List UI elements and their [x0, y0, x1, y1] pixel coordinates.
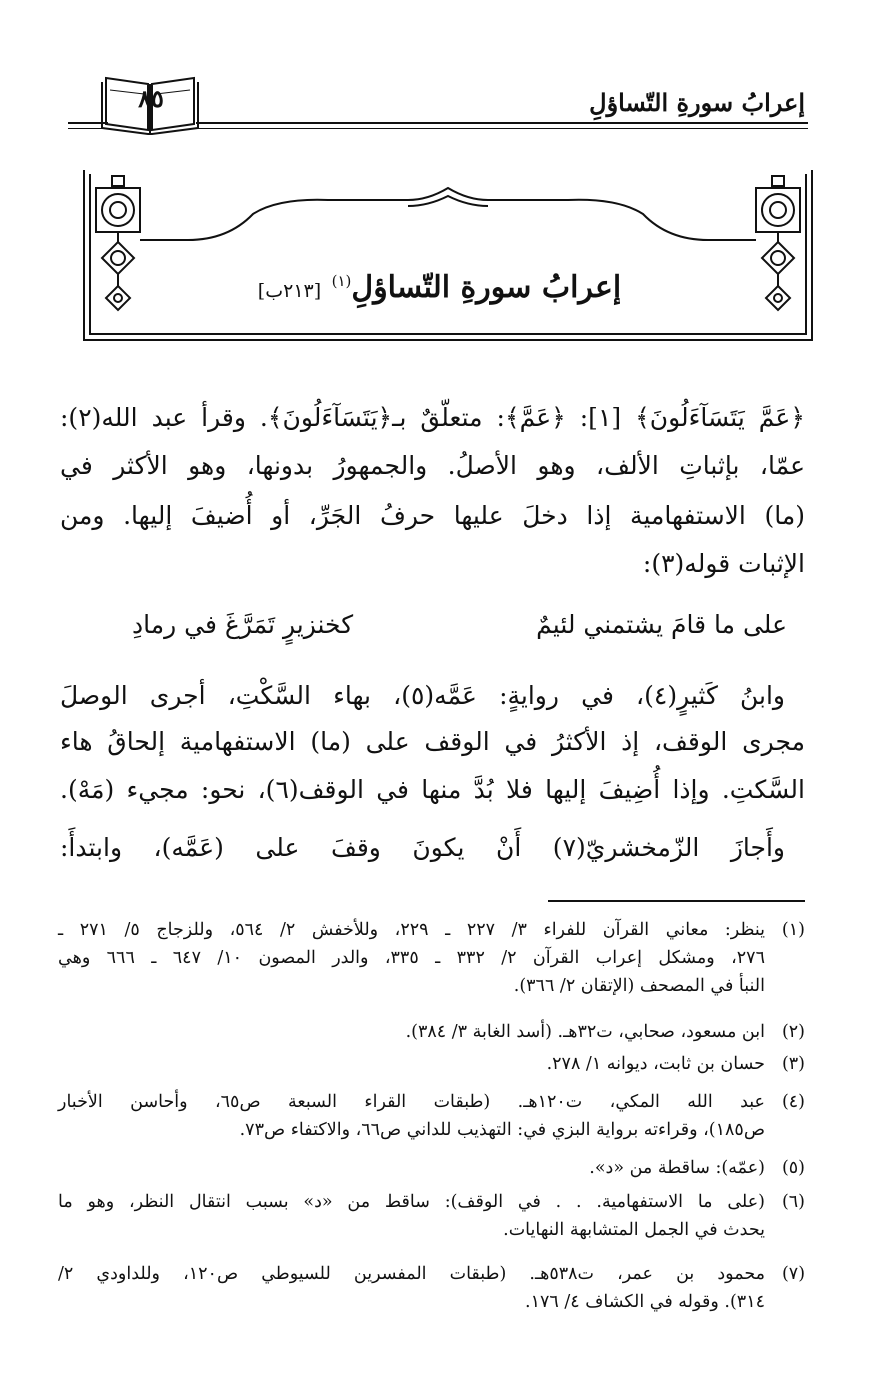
- footnote-text: محمود بن عمر، ت٥٣٨هـ. (طبقات المفسرين للسيوطي ص١٢٠، وللداودي ٢/: [58, 1264, 766, 1284]
- footnote-text: (عمّه): ساقطة من «د».: [589, 1158, 765, 1178]
- chapter-banner-ornament: [78, 170, 818, 350]
- footnote-text: ينظر: معاني القرآن للفراء ٣/ ٢٢٧ ـ ٢٢٩، وللأخفش ٢/ ٥٦٤، وللزجاج ٥/ ٢٧١ ـ: [58, 920, 765, 940]
- footnote-line: [58, 916, 805, 944]
- running-header-title: إعرابُ سورةِ التّساؤلِ: [589, 88, 805, 117]
- footnote-line: [58, 1188, 805, 1216]
- body-line: وابنُ كَثيرٍ(٤)، في روايةٍ: عَمَّه(٥)، بهاء السَّكْتِ، أجرى الوصلَ: [60, 681, 786, 710]
- body-line: (ما) الاستفهامية إذا دخلَ عليها حرفُ الجَرِّ، أو أُضيفَ إليها. ومن: [60, 501, 805, 530]
- header-rule-right-2: [196, 128, 808, 129]
- header-rule-left-2: [68, 128, 108, 129]
- body-line: مجرى الوقف، إذ الأكثرُ في الوقف على (ما) الاستفهامية إلحاقُ هاء: [60, 727, 805, 756]
- footnote-line: ٣١٤). وقوله في الكشاف ٤/ ١٧٦.: [525, 1292, 765, 1312]
- footnote-separator: [548, 900, 805, 902]
- footnote-text: عبد الله المكي، ت١٢٠هـ. (طبقات القراء السبعة ص٦٥، وأحاسن الأخبار: [58, 1092, 765, 1112]
- chapter-title-text: إعرابُ سورةِ التّساؤلِ: [351, 270, 622, 305]
- footnote-line: [58, 1260, 805, 1288]
- body-line: السَّكتِ. وإذا أُضِيفَ إليها فلا بُدَّ منها في الوقف(٦)، نحو: مجيء (مَهْ).: [60, 775, 805, 804]
- footnote-line: ٢٧٦، ومشكل إعراب القرآن ٢/ ٣٣٢ ـ ٣٣٥، والدر المصون ١٠/ ٦٤٧ ـ ٦٦٦ وهي: [58, 948, 765, 968]
- footnote-line: [58, 1050, 805, 1078]
- body-line: وأَجازَ الزّمخشريّ(٧) أَنْ يكونَ وقفَ على (عَمَّه)، وابتدأَ:: [60, 833, 785, 862]
- footnote-number: (٤): [781, 1092, 805, 1112]
- footnote-line: [58, 1154, 805, 1182]
- verse-second-hemistich: كخنزيرٍ تَمَرَّغَ في رمادِ: [132, 610, 354, 639]
- header-rule-right: [196, 122, 808, 124]
- verse-first-hemistich: على ما قامَ يشتمني لئيمٌ: [536, 610, 787, 639]
- manuscript-folio-ref: [٢١٣ب]: [257, 280, 322, 302]
- footnote-4: [58, 1088, 805, 1144]
- footnote-text: (على ما الاستفهامية. . . في الوقف): ساقط من «د» بسبب انتقال النظر، وهو ما: [58, 1192, 765, 1212]
- footnote-5: [58, 1154, 805, 1182]
- footnote-text: حسان بن ثابت، ديوانه ١/ ٢٧٨.: [546, 1054, 765, 1074]
- footnote-number: (٢): [781, 1022, 805, 1042]
- footnote-line: النبأ في المصحف (الإتقان ٢/ ٣٦٦).: [513, 976, 765, 996]
- footnote-line: يحدث في الجمل المتشابهة النهايات.: [503, 1220, 765, 1240]
- footnote-number: (٦): [781, 1192, 805, 1212]
- footnote-6: [58, 1188, 805, 1244]
- body-line: الإثبات قوله(٣):: [642, 549, 805, 578]
- footnote-7: [58, 1260, 805, 1316]
- footnote-line: [58, 1088, 805, 1116]
- chapter-title: [0, 270, 873, 305]
- footnote-1: [58, 916, 805, 1000]
- footnote-number: (١): [781, 920, 805, 940]
- body-line: ﴿عَمَّ يَتَسَآءَلُونَ﴾ [١]: ﴿عَمَّ﴾: متعلّقٌ بـ﴿يَتَسَآءَلُونَ﴾. وقرأ عبد الله(٢):: [60, 403, 805, 432]
- header-rule-left: [68, 122, 108, 124]
- chapter-note-marker: (١): [331, 272, 352, 290]
- footnote-number: (٣): [781, 1054, 805, 1074]
- footnote-number: (٥): [781, 1158, 805, 1178]
- footnote-2: [58, 1018, 805, 1046]
- footnote-text: ابن مسعود، صحابي، ت٣٢هـ. (أسد الغابة ٣/ ٣٨٤).: [405, 1022, 765, 1042]
- footnote-3: [58, 1050, 805, 1078]
- footnote-line: ص١٨٥)، وقراءته برواية البزي في: التهذيب للداني ص٦٦، والاكتفاء ص٧٣.: [239, 1120, 765, 1140]
- footnote-number: (٧): [781, 1264, 806, 1284]
- body-line: عمّا، بإثباتِ الألف، وهو الأصلُ. والجمهورُ بدونها، وهو الأكثر في: [60, 451, 805, 480]
- footnote-line: [58, 1018, 805, 1046]
- page-number: ٨٥: [138, 84, 164, 113]
